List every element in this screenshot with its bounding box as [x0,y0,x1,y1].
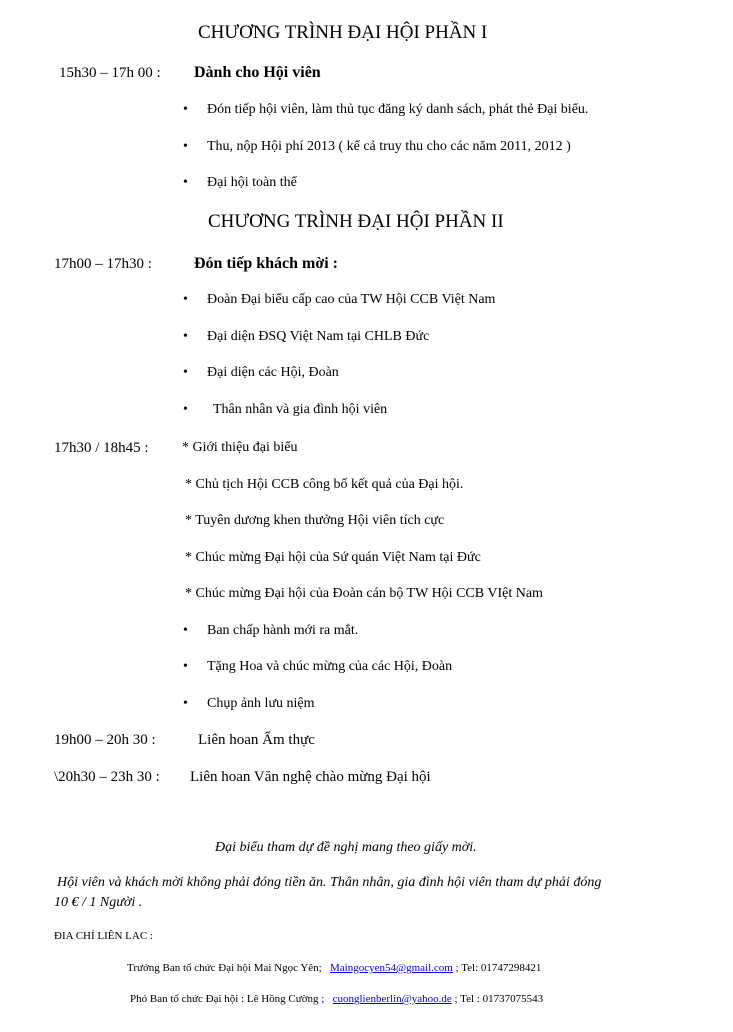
part2-time: 17h00 – 17h30 : [54,256,152,272]
vice-chair-name: Phó Ban tổ chức Đại hội : Lê Hồng Cường ; [130,993,325,1005]
bullet-icon: • [183,696,188,711]
session3-bullet-item: Tặng Hoa và chúc mừng của các Hội, Đoàn [207,659,453,674]
part2-item: Đoàn Đại biểu cấp cao của TW Hội CCB Việt Nam [207,292,496,307]
session5-text: Liên hoan Văn nghệ chào mừng Đại hội [190,769,431,785]
bullet-icon: • [183,402,188,417]
bullet-icon: • [183,102,188,117]
part1-time: 15h30 – 17h 00 : [59,65,161,81]
bullet-icon: • [183,329,188,344]
session4-text: Liên hoan Ẩm thực [198,732,315,748]
part2-item: Đại diện các Hội, Đoàn [207,365,339,380]
bullet-icon: • [183,175,188,190]
part2-title: CHƯƠNG TRÌNH ĐẠI HỘI PHẦN II [208,211,504,232]
chair-name: Trưởng Ban tổ chức Đại hội Mai Ngọc Yên; [127,962,322,974]
part2-item: Đại diện ĐSQ Việt Nam tại CHLB Đức [207,329,430,344]
contact-row-chair [127,962,541,974]
part1-item: Thu, nộp Hội phí 2013 ( kể cả truy thu cho các năm 2011, 2012 ) [207,139,571,154]
invite-note: Đại biểu tham dự đề nghị mang theo giấy mời. [215,840,477,855]
session3-time: 17h30 / 18h45 : [54,440,149,456]
session4-time: 19h00 – 20h 30 : [54,732,156,748]
bullet-icon: • [183,365,188,380]
session3-bullet-item: Ban chấp hành mới ra mắt. [207,623,359,638]
fee-note-line2: 10 € / 1 Người . [54,895,143,910]
contact-row-vice-chair [130,993,543,1005]
chair-email-link[interactable]: Maingocyen54@gmail.com [329,962,453,974]
session3-item: * Chúc mừng Đại hội của Đoàn cán bộ TW Hội CCB VIệt Nam [185,586,543,601]
session5-time: \20h30 – 23h 30 : [54,769,160,785]
part1-item: Đón tiếp hội viên, làm thủ tục đăng ký danh sách, phát thẻ Đại biểu. [207,102,589,117]
session3-item: * Chúc mừng Đại hội của Sứ quán Việt Nam tại Đức [185,550,481,565]
part1-title: CHƯƠNG TRÌNH ĐẠI HỘI PHẦN I [198,22,488,43]
contact-heading: ĐIA CHỈ LIÊN LAC : [54,930,153,942]
vice-chair-email-link[interactable]: cuonglienberlin@yahoo.de [332,993,452,1005]
bullet-icon: • [183,623,188,638]
part1-heading: Dành cho Hội viên [194,64,321,81]
session3-item: * Giới thiệu đại biểu [182,440,298,455]
part2-heading: Đón tiếp khách mời : [194,255,338,272]
vice-chair-phone: ; Tel : 01737075543 [451,993,544,1005]
bullet-icon: • [183,139,188,154]
part2-item: Thân nhân và gia đình hội viên [213,402,388,417]
session3-item: * Tuyên dương khen thưởng Hội viên tích cực [185,513,445,528]
bullet-icon: • [183,292,188,307]
session3-item: * Chủ tịch Hội CCB công bố kết quả của Đại hội. [185,477,464,492]
chair-phone: ; Tel: 01747298421 [452,962,542,974]
session3-bullet-item: Chụp ảnh lưu niệm [207,696,315,711]
fee-note-line1: Hội viên và khách mời không phải đóng tiền ăn. Thân nhân, gia đình hội viên tham dự phải đóng [57,875,602,890]
part1-item: Đại hội toàn thể [207,175,297,190]
bullet-icon: • [183,659,188,674]
